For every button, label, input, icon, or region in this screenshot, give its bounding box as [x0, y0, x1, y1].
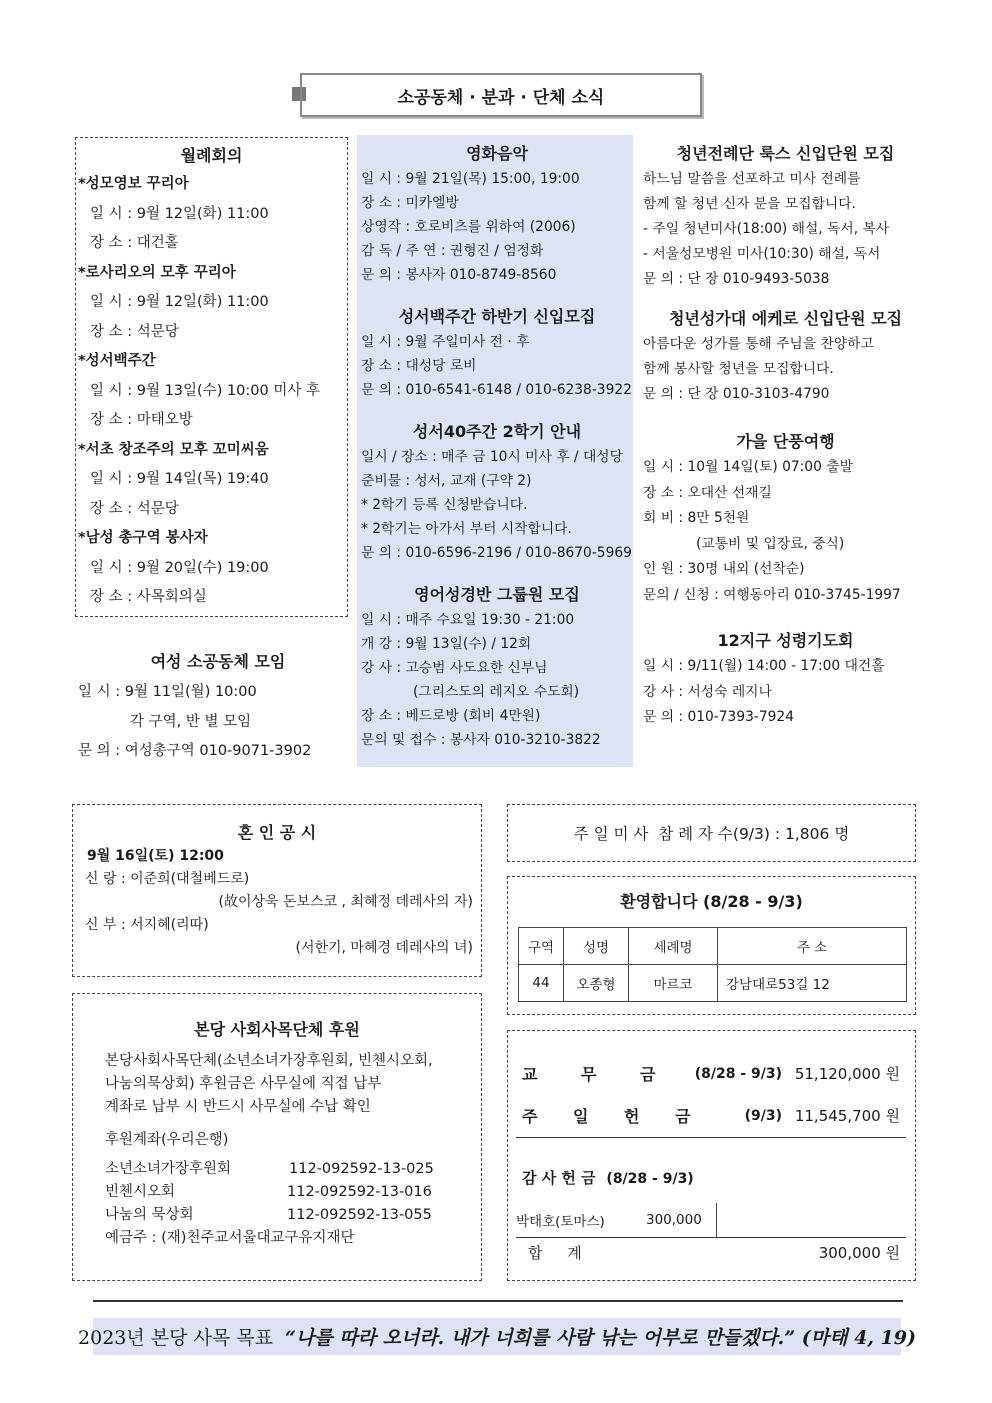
meeting-place: 장 소 : 석문당	[90, 323, 179, 340]
name-cell: 오종형	[564, 965, 629, 1002]
meeting-place: 장 소 : 마태오방	[90, 412, 193, 428]
finance-amount: 11,545,700 원	[794, 1107, 900, 1125]
support-intro: 계좌로 납부 시 반드시 사무실에 수납 확인	[105, 1099, 371, 1115]
monthly-meeting-title: 월례회의	[180, 146, 243, 165]
account-name: 나눔의 묵상회	[105, 1207, 194, 1223]
account-row	[105, 1204, 481, 1227]
movie-line: 장 소 : 미카엘방	[361, 195, 459, 211]
meeting-place: 장 소 : 사목회의실	[90, 589, 207, 605]
account-row	[105, 1158, 481, 1181]
bible40-title: 성서40주간 2학기 안내	[412, 422, 582, 441]
support-intro: 본당사회사목단체(소년소녀가장후원회, 빈첸시오회,	[105, 1053, 433, 1069]
finance-divider	[516, 1137, 906, 1138]
bible40-line: 일시 / 장소 : 매주 금 10시 미사 후 / 대성당	[361, 449, 623, 465]
middle-column	[357, 135, 633, 767]
column-header: 주 소	[718, 928, 907, 965]
bible100-line: 장 소 : 대성당 로비	[361, 358, 477, 374]
right-column	[643, 141, 928, 731]
section-title-text: 소공동체 · 분과 · 단체 소식	[397, 87, 605, 108]
welcome-table	[518, 927, 907, 1002]
pastoral-goal-banner	[78, 1318, 916, 1355]
english-line: (그리스도의 레지오 수도회)	[413, 684, 580, 700]
welcome-box	[507, 876, 916, 1015]
meeting-group: *남성 총구역 봉사자	[78, 530, 208, 546]
bible40-line: * 2학기는 아가서 부터 시작합니다.	[361, 521, 572, 537]
women-contact: 문 의 : 여성총구역 010-9071-3902	[78, 743, 312, 759]
autumn-line: 문의 / 신청 : 여행동아리 010-3745-1997	[643, 586, 901, 603]
lux-line: - 서울성모병원 미사(10:30) 해설, 독서	[643, 246, 881, 262]
address-cell: 강남대로53길 12	[718, 965, 907, 1002]
account-number: 112-092592-13-016	[287, 1184, 432, 1200]
welcome-title: 환영합니다 (8/28 - 9/3)	[620, 892, 803, 911]
autumn-line: 인 원 : 30명 내외 (선착순)	[643, 561, 805, 577]
movie-title: 영화음악	[466, 144, 528, 163]
finance-row	[522, 1062, 900, 1085]
bible100-line: 일 시 : 9월 주일미사 전 · 후	[361, 334, 530, 350]
district-cell: 44	[519, 965, 564, 1002]
wedding-title: 혼 인 공 시	[237, 823, 317, 842]
pastoral-goal-quote: “나를 따라 오너라. 내가 너희를 사람 낚는 어부로 만들겠다.” (마태 4, 19)	[285, 1327, 916, 1349]
lux-line: 문 의 : 단 장 010-9493-5038	[643, 271, 830, 287]
column-header: 구역	[519, 928, 564, 965]
support-title: 본당 사회사목단체 후원	[194, 1020, 360, 1039]
echero-line: 문 의 : 단 장 010-3103-4790	[643, 386, 830, 402]
english-line: 장 소 : 베드로방 (회비 4만원)	[361, 708, 541, 724]
lux-title: 청년전례단 룩스 신입단원 모집	[676, 144, 895, 163]
english-line: 강 사 : 고승범 사도요한 신부님	[361, 660, 548, 676]
support-intro: 나눔의묵상회) 후원금은 사무실에 직접 납부	[105, 1076, 382, 1092]
baptismal-name-cell: 마르코	[629, 965, 718, 1002]
finance-box	[507, 1030, 916, 1281]
attendance-box	[507, 804, 916, 862]
groom: 신 랑 : 이준희(대철베드로)	[85, 871, 250, 887]
meeting-time: 일 시 : 9월 12일(화) 11:00	[90, 294, 269, 310]
english-line: 일 시 : 매주 수요일 19:30 - 21:00	[361, 612, 575, 628]
prayer-line: 일 시 : 9/11(월) 14:00 - 17:00 대건홀	[643, 658, 885, 674]
autumn-line: (교통비 및 입장료, 중식)	[696, 535, 845, 552]
autumn-line: 회 비 : 8만 5천원	[643, 510, 750, 526]
support-box	[72, 993, 482, 1281]
account-name: 빈첸시오회	[105, 1184, 176, 1200]
account-holder: 예금주 : (재)천주교서울대교구유지재단	[105, 1230, 355, 1246]
prayer-line: 강 사 : 서성숙 레지나	[643, 683, 772, 700]
account-name: 소년소녀가장후원회	[105, 1161, 232, 1177]
meeting-group: *로사리오의 모후 꾸리아	[78, 264, 236, 281]
finance-period: (9/3)	[744, 1107, 782, 1124]
meeting-time: 일 시 : 9월 13일(수) 10:00 미사 후	[90, 382, 320, 399]
bible40-line: * 2학기 등록 신청받습니다.	[361, 497, 528, 513]
wedding-box	[72, 804, 482, 977]
bride: 신 부 : 서지혜(리따)	[85, 917, 209, 933]
footer-rule	[93, 1300, 903, 1302]
finance-amount: 51,120,000 원	[794, 1065, 900, 1083]
english-bible-title: 영어성경반 그룹원 모집	[414, 585, 580, 604]
thanks-heading	[522, 1167, 694, 1188]
meeting-group: *성서백주간	[78, 353, 156, 369]
movie-line: 문 의 : 봉사자 010-8749-8560	[361, 267, 557, 283]
women-note: 각 구역, 반 별 모임	[130, 713, 252, 730]
lux-line: - 주일 청년미사(18:00) 해설, 독서, 복사	[643, 221, 890, 237]
women-community-title: 여성 소공동체 모임	[150, 652, 286, 671]
total-row	[528, 1239, 900, 1267]
echero-title: 청년성가대 에케로 신입단원 모집	[668, 309, 903, 328]
total-label: 합 계	[528, 1244, 582, 1262]
finance-label: 주 일 헌 금	[522, 1107, 691, 1126]
column-header: 성명	[564, 928, 629, 965]
thanks-divider	[516, 1237, 906, 1238]
meeting-group: *서초 창조주의 모후 꼬미씨움	[78, 441, 269, 458]
prayer-line: 문 의 : 010-7393-7924	[643, 709, 794, 725]
column-header: 세례명	[629, 928, 718, 965]
account-number: 112-092592-13-025	[289, 1161, 434, 1177]
groom-parents: (故이상욱 돈보스코 , 최혜정 데레사의 자)	[218, 894, 473, 910]
women-community-section	[78, 650, 358, 767]
autumn-trip-title: 가을 단풍여행	[736, 432, 835, 451]
finance-row	[522, 1104, 900, 1127]
meeting-place: 장 소 : 석문당	[90, 500, 179, 517]
women-time: 일 시 : 9월 11일(월) 10:00	[78, 684, 257, 700]
echero-line: 함께 봉사할 청년을 모집합니다.	[643, 361, 834, 377]
account-title: 후원계좌(우리은행)	[105, 1132, 229, 1148]
finance-period: (8/28 - 9/3)	[694, 1065, 782, 1082]
account-number: 112-092592-13-055	[287, 1207, 432, 1223]
english-line: 문의 및 접수 : 봉사자 010-3210-3822	[361, 732, 601, 748]
meeting-group: *성모영보 꾸리아	[78, 176, 189, 192]
autumn-line: 장 소 : 오대산 선재길	[643, 484, 772, 501]
meeting-time: 일 시 : 9월 12일(화) 11:00	[90, 205, 269, 222]
thanks-period: (8/28 - 9/3)	[606, 1171, 694, 1187]
bible100-title: 성서백주간 하반기 신입모집	[398, 307, 596, 326]
section-title	[300, 73, 702, 117]
echero-line: 아름다운 성가를 통해 주님을 찬양하고	[643, 336, 874, 352]
thanks-item	[516, 1203, 717, 1237]
thanks-donor: 박태호(토마스)	[516, 1214, 605, 1230]
movie-line: 감 독 / 주 연 : 권형진 / 엄정화	[361, 243, 544, 259]
prayer-meeting-title: 12지구 성령기도회	[717, 631, 854, 650]
welcome-header-row	[519, 928, 907, 965]
bible100-line: 문 의 : 010-6541-6148 / 010-6238-3922	[361, 382, 632, 398]
english-line: 개 강 : 9월 13일(수) / 12회	[361, 636, 532, 652]
movie-line: 일 시 : 9월 21일(목) 15:00, 19:00	[361, 171, 580, 187]
monthly-meeting-box	[75, 137, 348, 617]
thanks-amount: 300,000	[646, 1212, 702, 1228]
total-amount: 300,000 원	[818, 1244, 900, 1262]
meeting-time: 일 시 : 9월 14일(목) 19:40	[90, 471, 269, 487]
wedding-date: 9월 16일(토) 12:00	[87, 848, 224, 864]
account-row	[105, 1181, 481, 1204]
finance-label: 교 무 금	[522, 1065, 658, 1084]
bride-parents: (서한기, 마혜경 데레사의 녀)	[295, 940, 473, 956]
pastoral-goal-label: 2023년 본당 사목 목표	[78, 1327, 273, 1349]
bible40-line: 문 의 : 010-6596-2196 / 010-8670-5969	[361, 545, 632, 561]
lux-line: 하느님 말씀을 선포하고 미사 전례를	[643, 171, 861, 187]
movie-line: 상영작 : 호로비츠를 위하여 (2006)	[361, 219, 576, 235]
meeting-place: 장 소 : 대건홀	[90, 235, 179, 251]
meeting-time: 일 시 : 9월 20일(수) 19:00	[90, 559, 269, 576]
table-row	[519, 965, 907, 1002]
attendance-text: 주 일 미 사 참 례 자 수(9/3) : 1,806 명	[573, 825, 850, 843]
lux-line: 함께 할 청년 신자 분을 모집합니다.	[643, 196, 856, 212]
autumn-line: 일 시 : 10월 14일(토) 07:00 출발	[643, 459, 853, 475]
thanks-title: 감 사 헌 금	[522, 1169, 596, 1187]
bible40-line: 준비물 : 성서, 교재 (구약 2)	[361, 473, 532, 489]
